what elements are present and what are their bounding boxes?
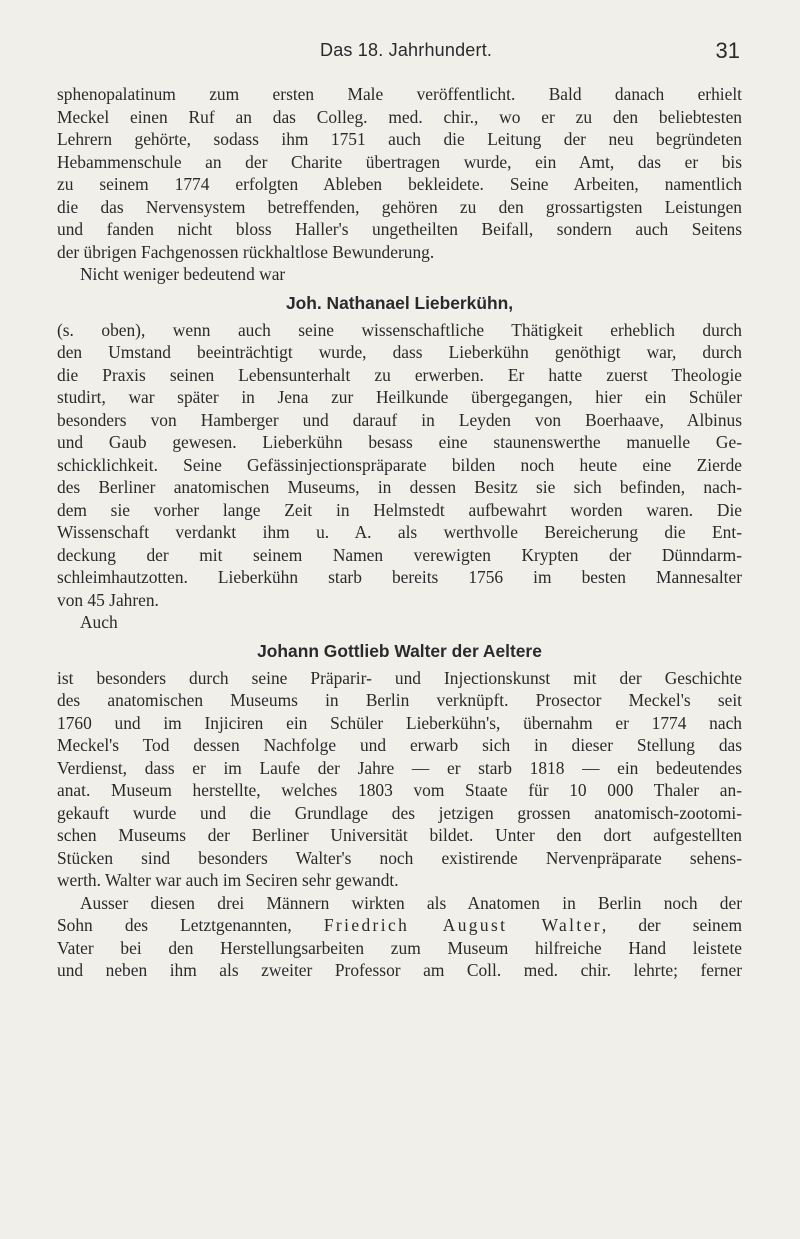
text-line: 1760 und im Injiciren ein Schüler Lieberkühn's, übernahm er 1774 nach	[57, 712, 742, 733]
text-line: und neben ihm als zweiter Professor am Coll. med. chir. lehrte; ferner	[57, 960, 742, 980]
text-line: des anatomischen Museums in Berlin verknüpft. Prosector Meckel's seit	[57, 690, 742, 710]
text-line: besonders von Hamberger und darauf in Leyden von Boerhaave, Albinus	[57, 409, 742, 430]
text-line: zu seinem 1774 erfolgten Ableben bekleidete. Seine Arbeiten, namentlich	[57, 174, 742, 194]
text-line: schleimhautzotten. Lieberkühn starb bereits 1756 im besten Mannesalter	[57, 567, 742, 587]
text-fragment: , der seinem	[601, 915, 742, 935]
text-line: Lehrern gehörte, sodass ihm 1751 auch die Leitung der neu begründeten	[57, 129, 742, 149]
body-text	[57, 83, 742, 982]
text-line: und Gaub gewesen. Lieberkühn besass eine staunenswerthe manuelle Ge-	[57, 432, 742, 452]
text-line: die Praxis seinen Lebensunterhalt zu erwerben. Er hatte zuerst Theologie	[57, 364, 742, 385]
section-heading-walter: Johann Gottlieb Walter der Aeltere	[257, 640, 542, 661]
text-line: Meckel einen Ruf an das Colleg. med. chir., wo er zu den beliebtesten	[57, 106, 742, 127]
intro-line: Nicht weniger bedeutend war	[80, 264, 286, 284]
text-line: dem sie vorher lange Zeit in Helmstedt aufbewahrt worden waren. Die	[57, 499, 742, 520]
page-number: 31	[715, 38, 740, 63]
text-line: deckung der mit seinem Namen verewigten Krypten der Dünndarm-	[57, 544, 742, 565]
section-heading-lieberkuehn: Joh. Nathanael Lieberkühn,	[285, 292, 514, 313]
text-line: des Berliner anatomischen Museums, in dessen Besitz sie sich befinden, nach-	[57, 477, 742, 497]
running-title: Das 18. Jahrhundert.	[320, 40, 493, 60]
text-line: Vater bei den Herstellungsarbeiten zum Museum hilfreiche Hand leistete	[57, 937, 742, 958]
text-line: werth. Walter war auch im Seciren sehr gewandt.	[57, 870, 399, 890]
text-line: gekauft wurde und die Grundlage des jetzigen grossen anatomisch-zootomi-	[57, 802, 742, 823]
text-line: Hebammenschule an der Charite übertragen wurde, ein Amt, das er bis	[57, 151, 742, 172]
text-line: (s. oben), wenn auch seine wissenschaftliche Thätigkeit erheblich durch	[57, 319, 742, 340]
text-line	[57, 914, 742, 937]
paragraph-meckel	[57, 83, 742, 263]
text-line: ist besonders durch seine Präparir- und Injectionskunst mit der Geschichte	[57, 667, 742, 688]
text-line: sphenopalatinum zum ersten Male veröffentlicht. Bald danach erhielt	[57, 84, 742, 104]
text-line: Wissenschaft verdankt ihm u. A. als werthvolle Bereicherung die Ent-	[57, 522, 742, 542]
text-line: Ausser diesen drei Männern wirkten als Anatomen in Berlin noch der	[80, 892, 742, 913]
text-line: schicklichkeit. Seine Gefässinjectionspräparate bilden noch heute eine Zierde	[57, 454, 742, 475]
text-fragment: Sohn des Letztgenannten,	[57, 915, 324, 935]
person-name-spaced: Friedrich August Walter	[323, 915, 602, 935]
text-line: von 45 Jahren.	[57, 589, 159, 610]
intro-line: Auch	[80, 612, 118, 632]
running-head	[260, 40, 740, 70]
text-line: den Umstand beeinträchtigt wurde, dass Lieberkühn genöthigt war, durch	[57, 342, 742, 362]
paragraph-walter	[57, 667, 742, 892]
text-line: der übrigen Fachgenossen rückhaltlose Bewunderung.	[57, 241, 435, 262]
text-line: Verdienst, dass er im Laufe der Jahre — er starb 1818 — ein bedeutendes	[57, 757, 742, 778]
paragraph-other-anatomists	[57, 892, 742, 982]
text-line: die das Nervensystem betreffenden, gehören zu den grossartigsten Leistungen	[57, 196, 742, 217]
paragraph-lieberkuehn	[57, 319, 742, 612]
text-line: studirt, war später in Jena zur Heilkunde übergegangen, hier ein Schüler	[57, 387, 742, 407]
text-line: anat. Museum herstellte, welches 1803 vom Staate für 10 000 Thaler an-	[57, 780, 742, 800]
text-line: Stücken sind besonders Walter's noch existirende Nervenpräparate sehens-	[57, 847, 742, 868]
text-line: Meckel's Tod dessen Nachfolge und erwarb sich in dieser Stellung das	[57, 735, 742, 755]
text-line: und fanden nicht bloss Haller's ungetheilten Beifall, sondern auch Seitens	[57, 219, 742, 239]
text-line: schen Museums der Berliner Universität bildet. Unter den dort aufgestellten	[57, 825, 742, 845]
